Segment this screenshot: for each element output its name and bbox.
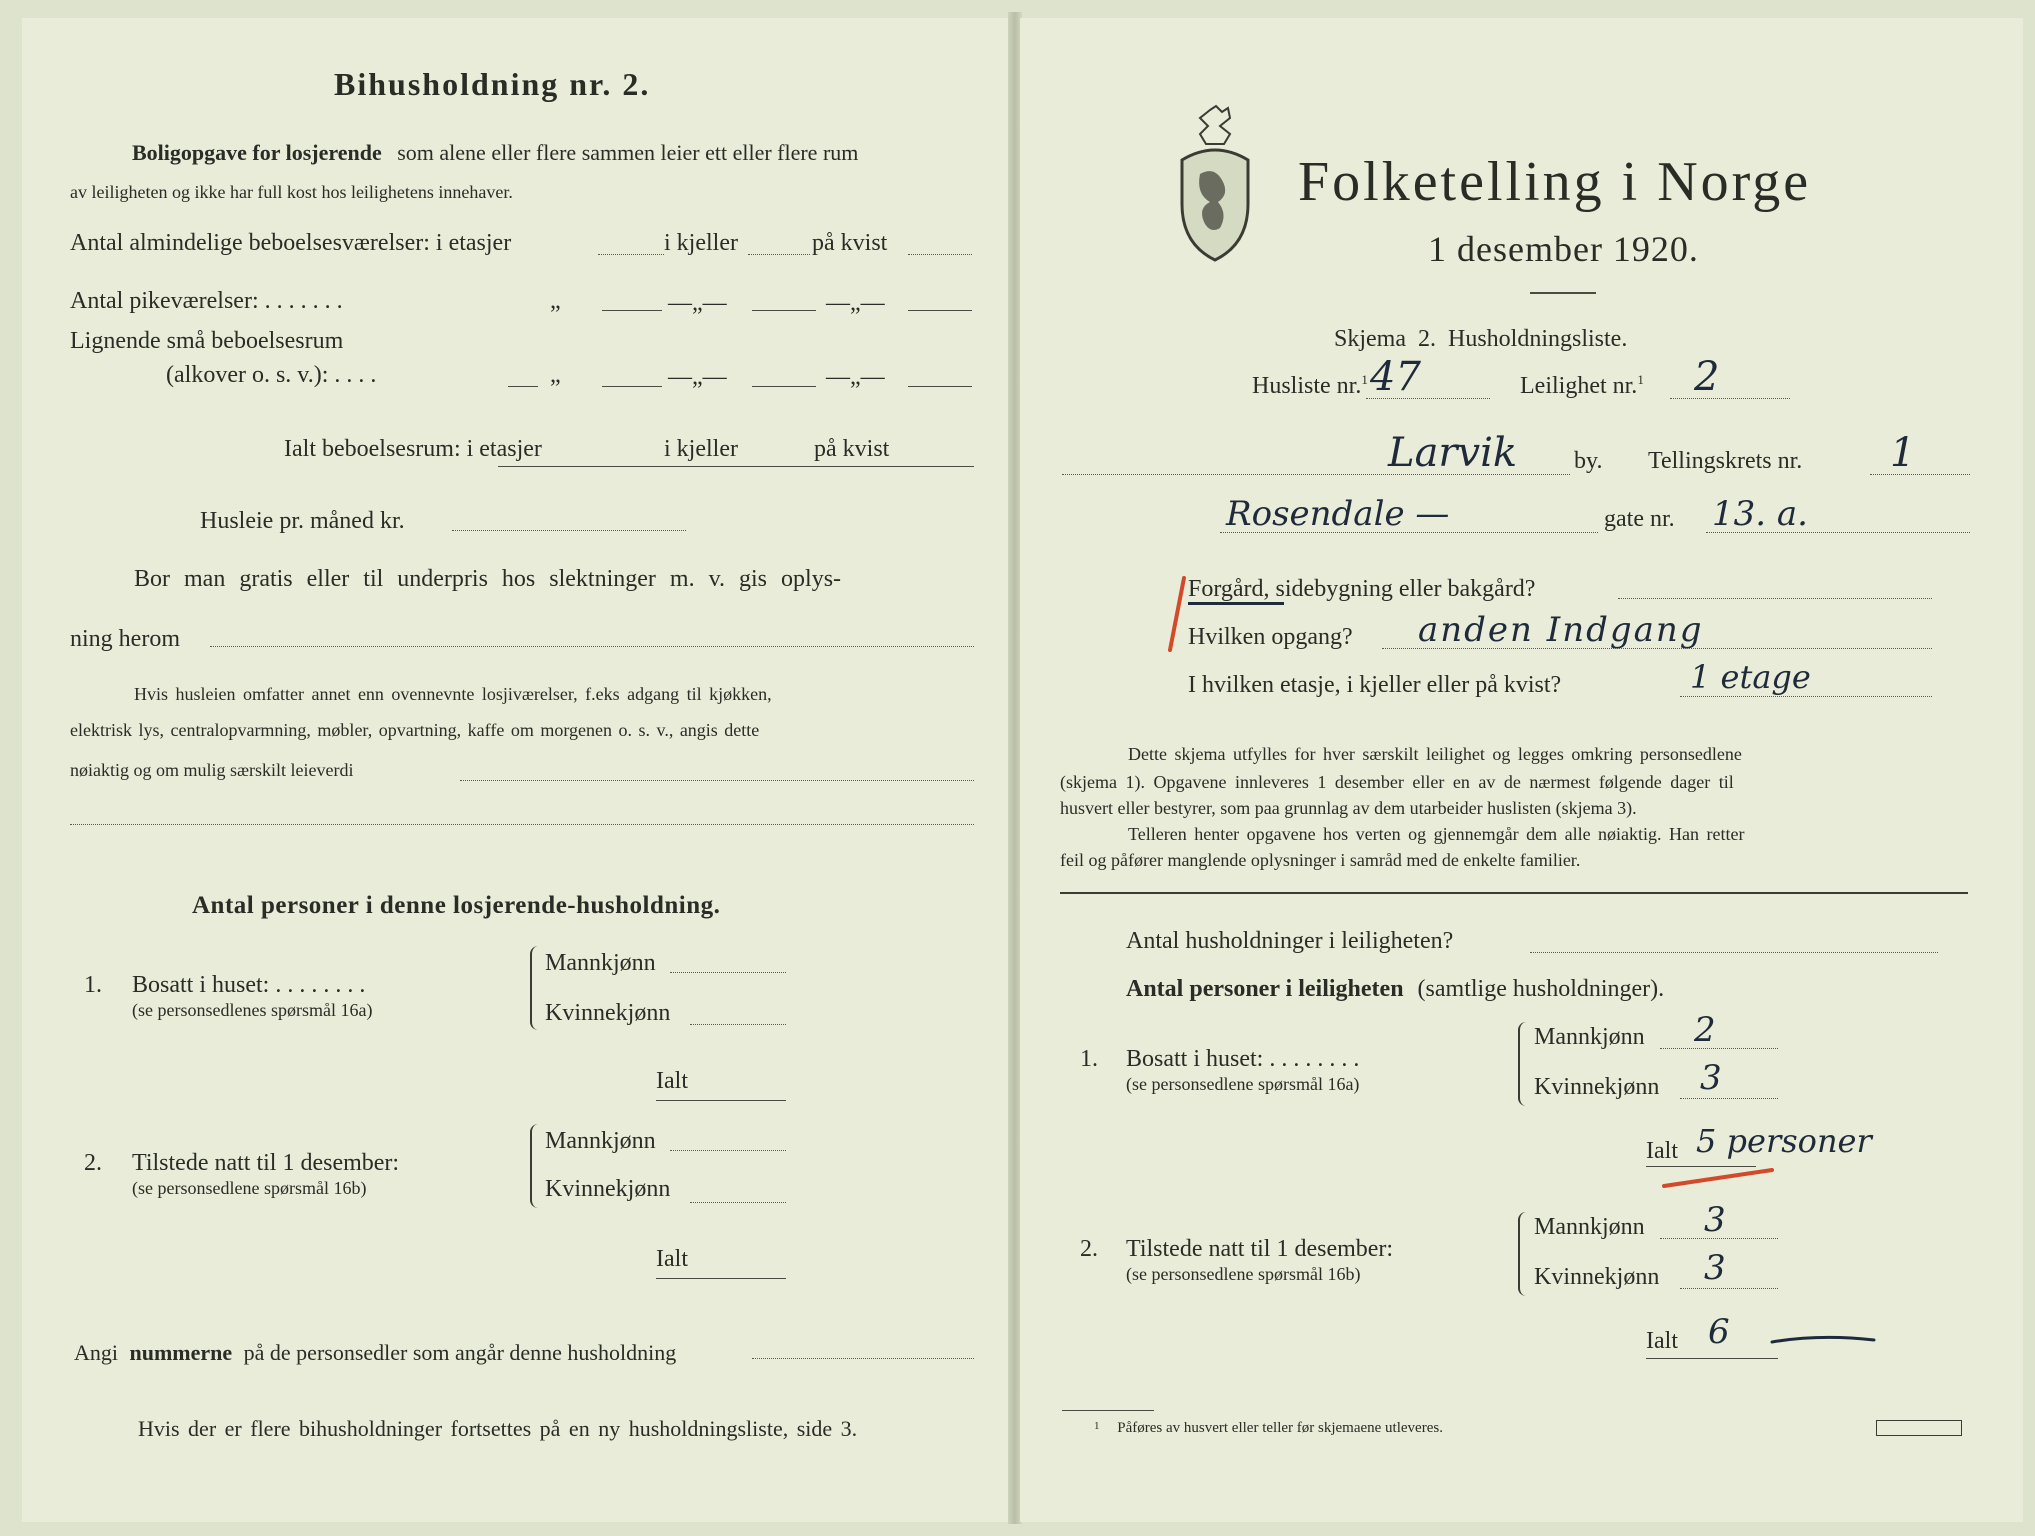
left-item2-label: Tilstede natt til 1 desember: <box>132 1150 400 1176</box>
info-line2: (skjema 1). Opgavene innleveres 1 desember eller en av de nærmest følgende dager til <box>1060 772 1734 792</box>
schema-label: Skjema 2. Husholdningsliste. <box>1334 326 1628 352</box>
opgang-value: anden Indgang <box>1418 610 1704 650</box>
b2-kvinne-value: 3 <box>1704 1248 1726 1288</box>
b1-kvinne-value: 3 <box>1700 1058 1722 1098</box>
krets-label: Tellingskrets nr. <box>1648 448 1803 474</box>
husliste-label: Husliste nr.$^1$ <box>1252 372 1368 399</box>
ialt-rooms-line <box>498 466 974 467</box>
b2-mann-value: 3 <box>1704 1200 1726 1240</box>
intro-bold: Boligopgave for losjerende <box>132 140 382 165</box>
pike-dash-2: —„— <box>826 290 885 316</box>
fine-print-1: Hvis husleien omfatter annet enn ovennevnte losjiværelser, f.eks adgang til kjøkken, <box>134 684 772 704</box>
ialt-rooms-kjeller: i kjeller <box>664 436 738 462</box>
ialt-dash-stroke <box>1770 1330 1880 1350</box>
right-item1-kvinne: Kvinnekjønn <box>1534 1074 1660 1100</box>
gratis-line1: Bor man gratis eller til underpris hos slektninger m. v. gis oplys- <box>134 566 842 592</box>
small-dash-1: —„— <box>668 364 727 390</box>
angi-1: Angi <box>74 1340 118 1365</box>
right-item2-mann: Mannkjønn <box>1534 1214 1645 1240</box>
city-value: Larvik <box>1388 430 1518 476</box>
left-item1-mann: Mannkjønn <box>545 950 656 976</box>
rooms-kjeller: i kjeller <box>664 230 738 256</box>
husleie-label: Husleie pr. måned kr. <box>200 508 405 534</box>
right-persons-rest: (samtlige husholdninger). <box>1417 976 1665 1002</box>
right-divider <box>1060 892 1968 894</box>
info-line1: Dette skjema utfylles for hver særskilt leilighet og legges omkring personsedlene <box>1128 744 1742 764</box>
forgard-question: Forgård, sidebygning eller bakgård? <box>1188 576 1536 602</box>
left-persons-heading: Antal personer i denne losjerende-husholdning. <box>192 892 721 919</box>
left-item2-num: 2. <box>84 1150 102 1176</box>
right-item2-ialt: Ialt <box>1646 1328 1678 1354</box>
red-check-mark <box>1164 574 1188 654</box>
small-ditto: „ <box>550 362 561 388</box>
red-underline-mark <box>1660 1162 1780 1192</box>
printer-mark <box>1876 1420 1962 1436</box>
husleie-line <box>452 530 686 531</box>
etasje-value: 1 etage <box>1690 658 1811 696</box>
rooms-kvist-line <box>908 254 972 255</box>
right-item1-mann: Mannkjønn <box>1534 1024 1645 1050</box>
small-dash-2: —„— <box>826 364 885 390</box>
coat-of-arms-icon <box>1170 104 1260 264</box>
pike-ditto: „ <box>550 288 561 314</box>
rooms-etasjer-line <box>598 254 664 255</box>
rooms-kvist: på kvist <box>812 230 888 256</box>
right-item2-label: Tilstede natt til 1 desember: <box>1126 1236 1394 1262</box>
footnote-mark: 1 <box>1094 1420 1100 1432</box>
right-item1-num: 1. <box>1080 1046 1098 1072</box>
right-item2-sub: (se personsedlene spørsmål 16b) <box>1126 1264 1361 1284</box>
right-item2-kvinne: Kvinnekjønn <box>1534 1264 1660 1290</box>
angi-bold: nummerne <box>129 1340 233 1365</box>
leilighet-label: Leilighet nr.$^1$ <box>1520 372 1644 399</box>
intro-line2: av leiligheten og ikke har full kost hos leilighetens innehaver. <box>70 182 513 202</box>
small-rooms-1: Lignende små beboelsesrum <box>70 328 344 354</box>
husliste-value: 47 <box>1370 354 1421 400</box>
right-item1-sub: (se personsedlene spørsmål 16a) <box>1126 1074 1360 1094</box>
fine-print-3: nøiaktig og om mulig særskilt leieverdi <box>70 760 354 780</box>
pike-label: Antal pikeværelser: . . . . . . . <box>70 288 343 314</box>
info-line5: feil og påfører manglende oplysninger i samråd med de enkelte familier. <box>1060 850 1581 870</box>
left-item1-label: Bosatt i huset: . . . . . . . . <box>132 972 366 998</box>
right-item2-num: 2. <box>1080 1236 1098 1262</box>
info-line3: husvert eller bestyrer, som paa grunnlag av dem utarbeider huslisten (skjema 3). <box>1060 798 1637 818</box>
krets-value: 1 <box>1890 430 1916 476</box>
ialt-rooms-kvist: på kvist <box>814 436 890 462</box>
info-line4: Telleren henter opgavene hos verten og gjennemgår dem alle nøiaktig. Han retter <box>1128 824 1745 844</box>
census-date: 1 desember 1920. <box>1428 229 1699 269</box>
opgang-label: Hvilken opgang? <box>1188 624 1353 650</box>
gratis-line2: ning herom <box>70 626 180 652</box>
left-footer: Hvis der er flere bihusholdninger fortsettes på en ny husholdningsliste, side 3. <box>138 1416 858 1441</box>
left-item1-num: 1. <box>84 972 102 998</box>
rooms-label: Antal almindelige beboelsesværelser: i etasjer <box>70 230 512 256</box>
b1-mann-value: 2 <box>1694 1010 1716 1050</box>
gratis-line <box>210 646 974 647</box>
left-item2-sub: (se personsedlene spørsmål 16b) <box>132 1178 367 1198</box>
rooms-kjeller-line <box>748 254 810 255</box>
left-item1-ialt: Ialt <box>656 1068 688 1094</box>
leilighet-value: 2 <box>1694 354 1720 400</box>
pike-dash-1: —„— <box>668 290 727 316</box>
right-item1-label: Bosatt i huset: . . . . . . . . <box>1126 1046 1360 1072</box>
right-title: Folketelling i Norge <box>1298 151 1812 213</box>
street-value: Rosendale — <box>1226 494 1450 534</box>
b1-ialt-value: 5 personer <box>1696 1122 1872 1160</box>
antal-hush-label: Antal husholdninger i leiligheten? <box>1126 928 1454 954</box>
gate-label: gate nr. <box>1604 506 1675 532</box>
left-item2-kvinne: Kvinnekjønn <box>545 1176 671 1202</box>
small-rooms-2: (alkover o. s. v.): . . . . <box>166 362 377 388</box>
ialt-rooms-label: Ialt beboelsesrum: i etasjer <box>284 436 542 462</box>
gate-value: 13. a. <box>1712 494 1808 534</box>
by-label: by. <box>1574 448 1603 474</box>
left-title: Bihusholdning nr. 2. <box>334 66 651 102</box>
b2-ialt-value: 6 <box>1708 1312 1730 1352</box>
fine-print-2: elektrisk lys, centralopvarmning, møbler, opvartning, kaffe om morgenen o. s. v., angis dette <box>70 720 760 740</box>
intro-rest: som alene eller flere sammen leier ett eller flere rum <box>397 140 859 165</box>
left-item1-sub: (se personsedlenes spørsmål 16a) <box>132 1000 373 1020</box>
etasje-label: I hvilken etasje, i kjeller eller på kvist? <box>1188 672 1562 698</box>
left-item2-ialt: Ialt <box>656 1246 688 1272</box>
forgard-underline <box>1188 602 1284 605</box>
left-item1-kvinne: Kvinnekjønn <box>545 1000 671 1026</box>
footnote-text: Påføres av husvert eller teller før skjemaene utleveres. <box>1117 1420 1443 1436</box>
right-persons-bold: Antal personer i leiligheten <box>1126 976 1404 1002</box>
left-item2-mann: Mannkjønn <box>545 1128 656 1154</box>
angi-2: på de personsedler som angår denne husholdning <box>243 1340 677 1365</box>
right-item1-ialt: Ialt <box>1646 1138 1678 1164</box>
